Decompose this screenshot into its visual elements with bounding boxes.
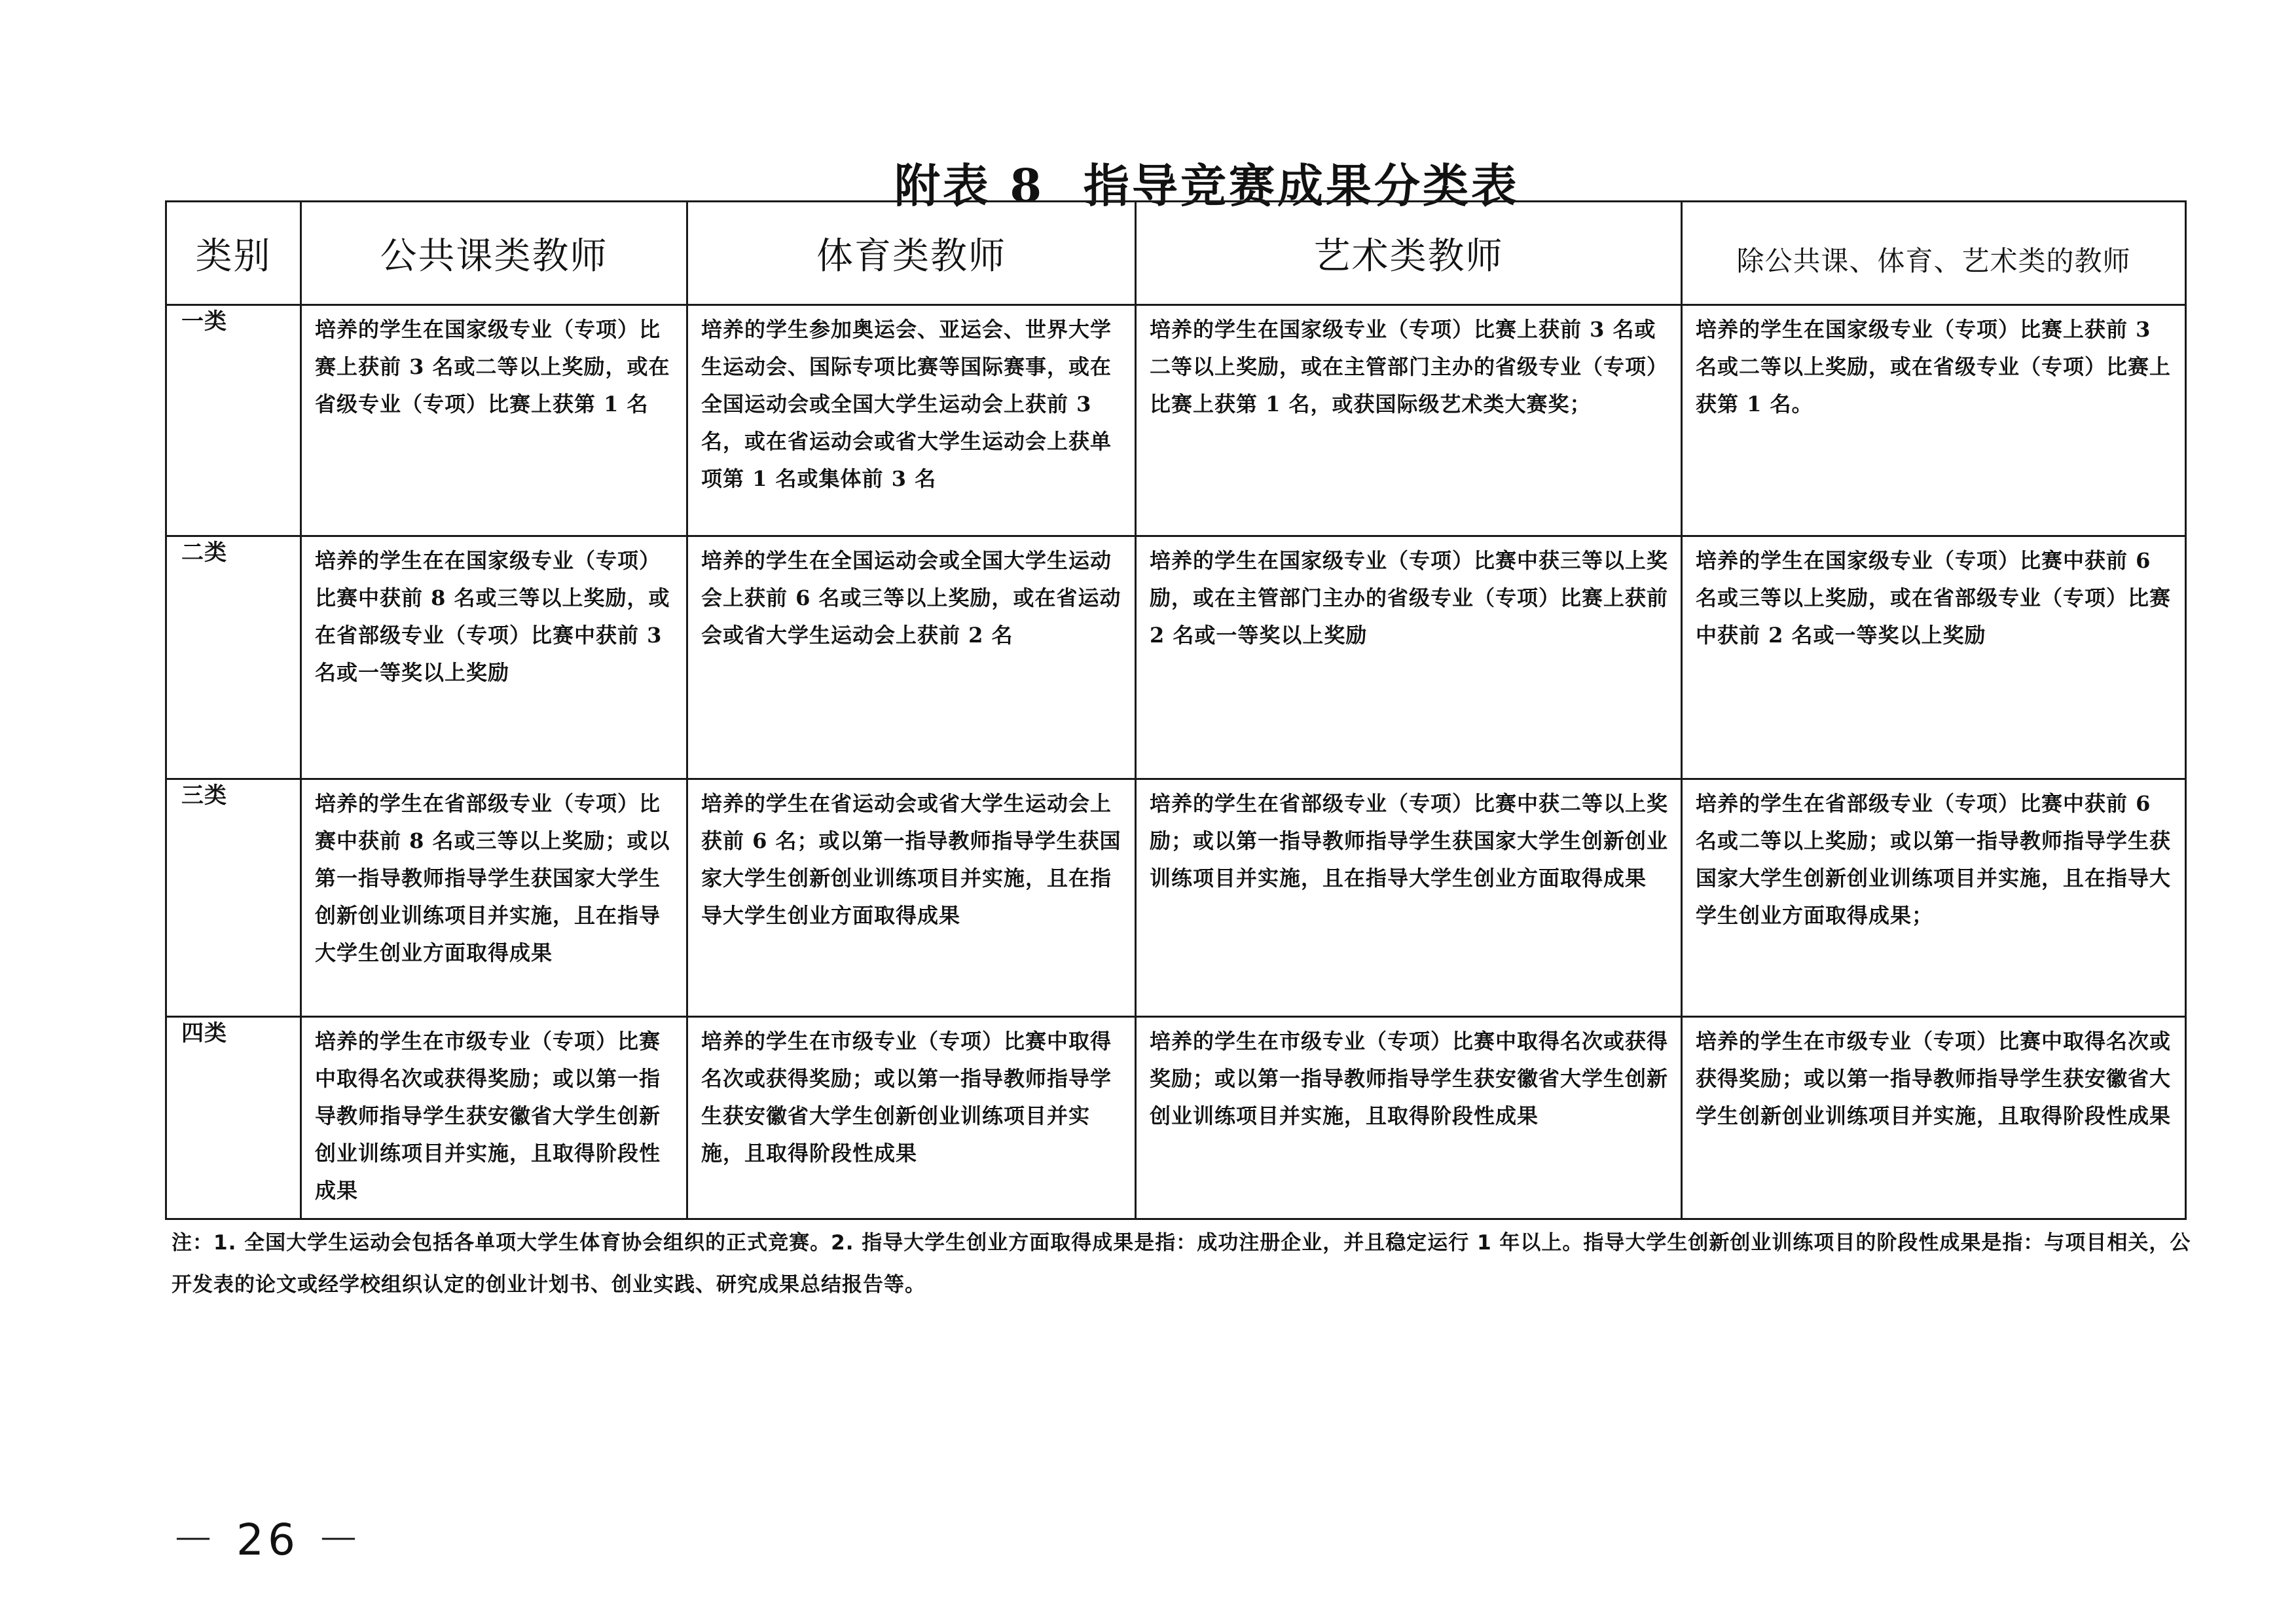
table-header-row — [166, 202, 2186, 305]
public-course-cell: 培养的学生在国家级专业（专项）比赛上获前 3 名或二等以上奖励，或在省级专业（专项）比赛上获第 1 名 — [301, 305, 687, 536]
page-number: － 26 － — [172, 1515, 364, 1565]
art-cell: 培养的学生在省部级专业（专项）比赛中获二等以上奖励；或以第一指导教师指导学生获国家大学生创新创业训练项目并实施，且在指导大学生创业方面取得成果 — [1136, 779, 1682, 1017]
header-art-teachers: 艺术类教师 — [1136, 202, 1682, 305]
other-cell: 培养的学生在国家级专业（专项）比赛中获前 6 名或三等以上奖励，或在省部级专业（专项）比赛中获前 2 名或一等奖以上奖励 — [1682, 536, 2186, 779]
art-cell: 培养的学生在国家级专业（专项）比赛中获三等以上奖励，或在主管部门主办的省级专业（专项）比赛上获前 2 名或一等奖以上奖励 — [1136, 536, 1682, 779]
pe-cell: 培养的学生参加奥运会、亚运会、世界大学生运动会、国际专项比赛等国际赛事，或在全国运动会或全国大学生运动会上获前 3 名，或在省运动会或省大学生运动会上获单项第 1 名或集体前 3 名 — [687, 305, 1136, 536]
public-course-cell: 培养的学生在市级专业（专项）比赛中取得名次或获得奖励；或以第一指导教师指导学生获安徽省大学生创新创业训练项目并实施，且取得阶段性成果 — [301, 1017, 687, 1219]
title-text: 指导竞赛成果分类表 — [1084, 158, 1520, 213]
table-row — [166, 779, 2186, 1017]
pe-cell: 培养的学生在全国运动会或全国大学生运动会上获前 6 名或三等以上奖励，或在省运动会或省大学生运动会上获前 2 名 — [687, 536, 1136, 779]
art-cell: 培养的学生在国家级专业（专项）比赛上获前 3 名或二等以上奖励，或在主管部门主办的省级专业（专项）比赛上获第 1 名，或获国际级艺术类大赛奖； — [1136, 305, 1682, 536]
other-cell: 培养的学生在市级专业（专项）比赛中取得名次或获得奖励；或以第一指导教师指导学生获安徽省大学生创新创业训练项目并实施，且取得阶段性成果 — [1682, 1017, 2186, 1219]
table-row — [166, 536, 2186, 779]
other-cell: 培养的学生在省部级专业（专项）比赛中获前 6 名或二等以上奖励；或以第一指导教师指导学生获国家大学生创新创业训练项目并实施，且在指导大学生创业方面取得成果； — [1682, 779, 2186, 1017]
category-cell: 四类 — [166, 1017, 301, 1219]
table-row — [166, 1017, 2186, 1219]
public-course-cell: 培养的学生在在国家级专业（专项）比赛中获前 8 名或三等以上奖励，或在省部级专业（专项）比赛中获前 3 名或一等奖以上奖励 — [301, 536, 687, 779]
category-cell: 三类 — [166, 779, 301, 1017]
category-cell: 一类 — [166, 305, 301, 536]
header-pe-teachers: 体育类教师 — [687, 202, 1136, 305]
category-cell: 二类 — [166, 536, 301, 779]
pe-cell: 培养的学生在市级专业（专项）比赛中取得名次或获得奖励；或以第一指导教师指导学生获安徽省大学生创新创业训练项目并实施，且取得阶段性成果 — [687, 1017, 1136, 1219]
header-category: 类别 — [166, 202, 301, 305]
other-cell: 培养的学生在国家级专业（专项）比赛上获前 3 名或二等以上奖励，或在省级专业（专项）比赛上获第 1 名。 — [1682, 305, 2186, 536]
table-row — [166, 305, 2186, 536]
header-public-course-teachers: 公共课类教师 — [301, 202, 687, 305]
pe-cell: 培养的学生在省运动会或省大学生运动会上获前 6 名；或以第一指导教师指导学生获国家大学生创新创业训练项目并实施，且在指导大学生创业方面取得成果 — [687, 779, 1136, 1017]
title-prefix: 附表 8 — [894, 158, 1045, 213]
header-other-teachers: 除公共课、体育、艺术类的教师 — [1682, 202, 2186, 305]
art-cell: 培养的学生在市级专业（专项）比赛中取得名次或获得奖励；或以第一指导教师指导学生获安徽省大学生创新创业训练项目并实施，且取得阶段性成果 — [1136, 1017, 1682, 1219]
award-classification-table — [165, 200, 2187, 1220]
public-course-cell: 培养的学生在省部级专业（专项）比赛中获前 8 名或三等以上奖励；或以第一指导教师指导学生获国家大学生创新创业训练项目并实施，且在指导大学生创业方面取得成果 — [301, 779, 687, 1017]
table-footnote: 注：1. 全国大学生运动会包括各单项大学生体育协会组织的正式竞赛。2. 指导大学生创业方面取得成果是指：成功注册企业，并且稳定运行 1 年以上。指导大学生创新创业训练项目的阶段性成果是指：与项目相关，公开发表的论文或经学校组织认定的创业计划书、创业实践、研究成果总结报告等。 — [172, 1231, 2191, 1297]
